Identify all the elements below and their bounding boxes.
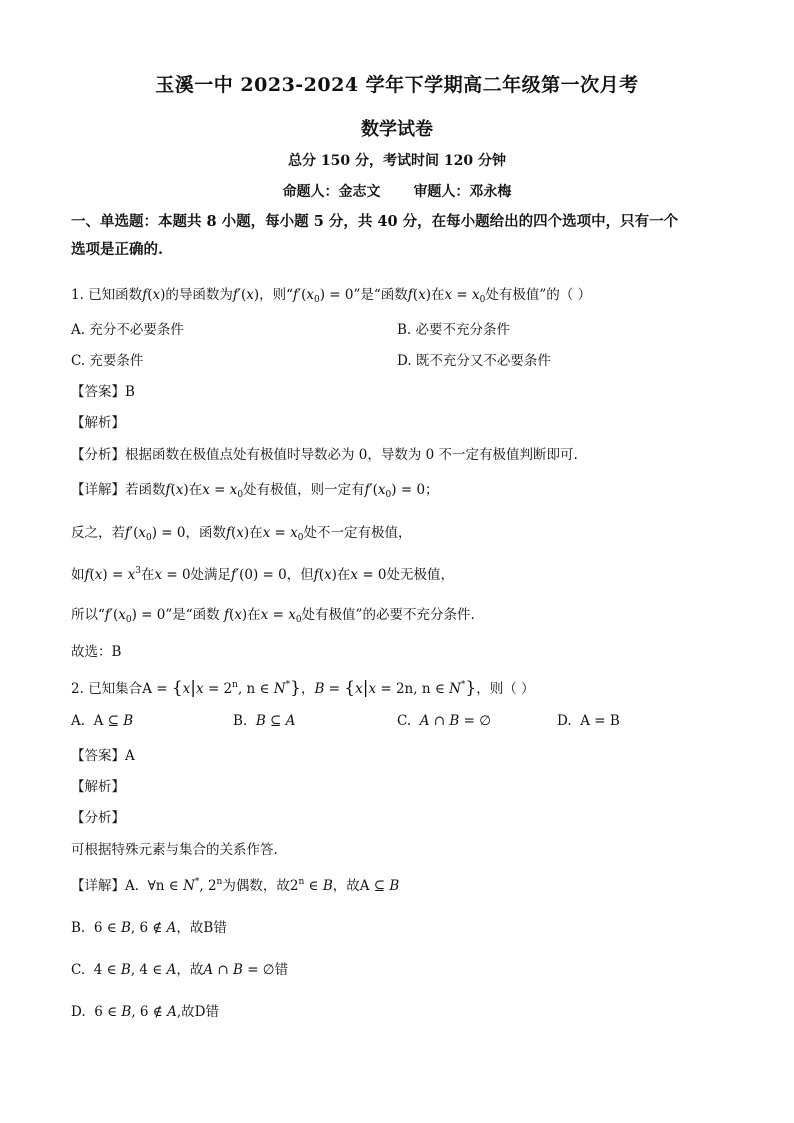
exam-subtitle: 数学试卷 <box>361 119 433 140</box>
q1-conclusion: 故选：B <box>71 644 122 660</box>
exam-title: 玉溪一中 2023-2024 学年下学期高二年级第一次月考 <box>155 74 639 96</box>
q1-option-a: A. 充分不必要条件 <box>71 322 184 338</box>
q2-analysis-label: 【解析】 <box>71 779 125 795</box>
q2-answer: 【答案】A <box>71 748 135 764</box>
q1-analysis-label: 【解析】 <box>71 415 125 431</box>
q2-option-a: A. A ⊆ B <box>71 713 134 729</box>
q1-option-c: C. 充要条件 <box>71 353 144 369</box>
q2-option-d: D. A = B <box>557 713 620 729</box>
q2-fenxi-label: 【分析】 <box>71 810 125 826</box>
q2-detail-c: C. 4 ∈ B, 4 ∈ A，故A ∩ B = ∅错 <box>71 962 289 978</box>
reviewer-name: 审题人：邓永梅 <box>413 184 512 200</box>
q2-stem: 2. 已知集合$A = \{x|x = 2^n$, n ∈ N*}，B = {x|x = 2n, n ∈ N*}，则（ ） <box>71 678 535 698</box>
q2-detail-a: 【详解】A. ∀n ∈ N*, 2$^n$为偶数，故2$^n$ ∈ B，故A ⊆ B <box>71 877 400 894</box>
q1-fenxi: 【分析】根据函数在极值点处有极值时导数必为 0，导数为 0 不一定有极值判断即可. <box>71 447 578 463</box>
exam-authors <box>0 181 794 201</box>
q2-fenxi-text: 可根据特殊元素与集合的关系作答. <box>71 842 278 858</box>
setter-name: 命题人：金志文 <box>282 184 381 200</box>
q1-stem: 1. 已知函数f(x)的导函数为f′(x)，则“$f'(x_0) = 0$”是“函数f(x)在$x = x_0$处有极值”的（ ） <box>71 287 592 305</box>
section-heading: 一、单选题：本题共 8 小题，每小题 5 分，共 40 分，在每小题给出的四个选项中，只有一个 选项是正确的. <box>71 213 679 258</box>
q1-detail-2: 反之，若$f'(x_0) = 0$，函数f(x)在$x = x_0$处不一定有极值， <box>71 525 412 543</box>
q1-answer: 【答案】B <box>71 384 135 400</box>
q1-detail-3: 如$f(x) = x^3$在x = 0处满足f′(0) = 0，但f(x)在x = 0处无极值， <box>71 566 455 583</box>
q2-option-c: C. A ∩ B = ∅ <box>397 713 491 729</box>
q2-detail-d: D. 6 ∈ B, 6 ∉ A,故D错 <box>71 1004 219 1020</box>
q1-detail-1: 【详解】若函数f(x)在$x = x_0$处有极值，则一定有$f'(x_0) = 0$； <box>71 482 439 500</box>
q1-detail-4: 所以“$f'(x_0) = 0$”是“函数 f(x)在$x = x_0$处有极值”的必要不充分条件. <box>71 607 475 625</box>
q1-option-b: B. 必要不充分条件 <box>397 322 511 338</box>
q1-option-d: D. 既不充分又不必要条件 <box>397 353 551 369</box>
q2-detail-b: B. 6 ∈ B, 6 ∉ A，故B错 <box>71 920 227 936</box>
q2-option-b: B. B ⊆ A <box>233 713 296 729</box>
exam-info: 总分 150 分，考试时间 120 分钟 <box>288 153 506 169</box>
